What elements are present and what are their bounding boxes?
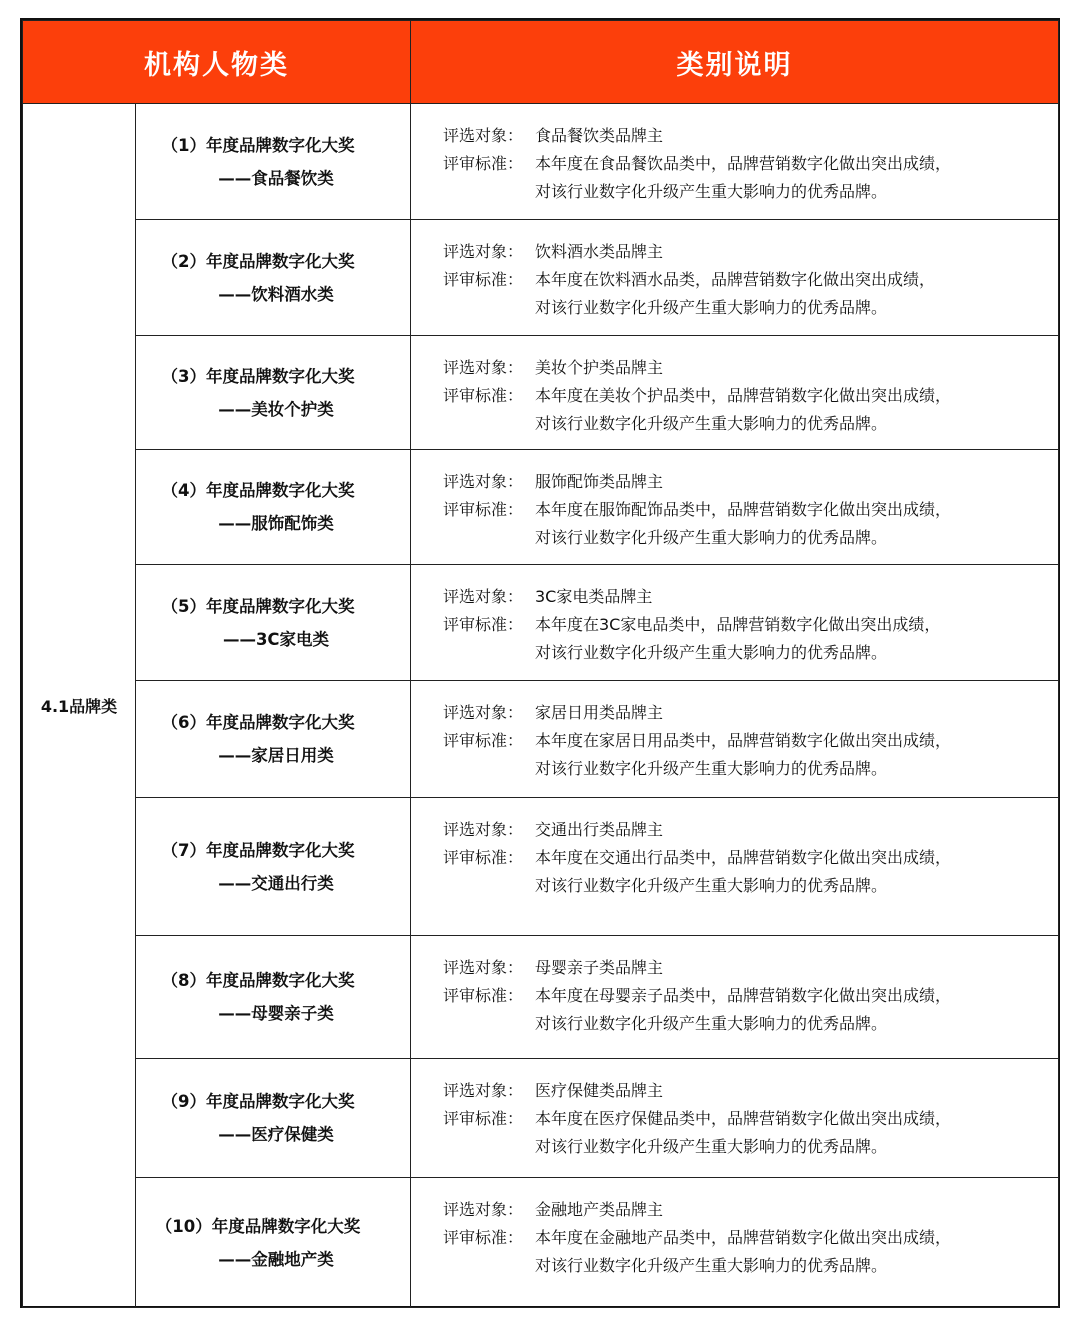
criteria-line xyxy=(411,844,1058,872)
criteria-line xyxy=(411,611,1058,639)
criteria-text: 本年度在金融地产品类中，品牌营销数字化做出突出成绩， xyxy=(535,1228,952,1247)
header-category: 机构人物类 xyxy=(23,21,411,104)
award-title: （2）年度品牌数字化大奖 xyxy=(161,251,355,271)
criteria-text-cont: 对该行业数字化升级产生重大影响力的优秀品牌。 xyxy=(535,643,888,662)
criteria-text-cont: 对该行业数字化升级产生重大影响力的优秀品牌。 xyxy=(535,1137,888,1156)
criteria-line xyxy=(411,150,1058,178)
award-subcategory: ——母婴亲子类 xyxy=(218,1004,334,1023)
awards-table-frame xyxy=(20,18,1060,1308)
criteria-text: 本年度在家居日用品类中，品牌营销数字化做出突出成绩， xyxy=(535,731,952,750)
award-title: （6）年度品牌数字化大奖 xyxy=(161,713,355,732)
table-row xyxy=(23,798,1059,936)
criteria-continuation xyxy=(411,639,1058,667)
criteria-continuation xyxy=(411,1010,1058,1038)
table-body xyxy=(23,104,1059,1308)
criteria-line xyxy=(411,496,1058,524)
target-label: 评选对象： xyxy=(443,703,524,722)
award-subcategory: ——美妆个护类 xyxy=(218,399,334,419)
criteria-label: 评审标准： xyxy=(443,270,524,289)
criteria-text: 本年度在美妆个护品类中，品牌营销数字化做出突出成绩， xyxy=(535,386,952,405)
criteria-text-cont: 对该行业数字化升级产生重大影响力的优秀品牌。 xyxy=(535,876,888,895)
award-description-cell xyxy=(411,1178,1059,1308)
award-title: （1）年度品牌数字化大奖 xyxy=(161,135,355,155)
award-description-cell xyxy=(411,565,1059,681)
criteria-label: 评审标准： xyxy=(443,154,524,173)
award-subcategory: ——金融地产类 xyxy=(218,1249,334,1269)
table-header-row xyxy=(23,21,1059,104)
award-description-cell xyxy=(411,336,1059,450)
criteria-text: 本年度在母婴亲子品类中，品牌营销数字化做出突出成绩， xyxy=(535,986,952,1005)
target-label: 评选对象： xyxy=(443,472,524,491)
award-description-cell xyxy=(411,104,1059,220)
award-subcategory: ——3C家电类 xyxy=(222,629,330,649)
criteria-continuation xyxy=(411,872,1058,900)
criteria-continuation xyxy=(411,524,1058,552)
award-title: （4）年度品牌数字化大奖 xyxy=(161,481,355,500)
award-name-cell xyxy=(136,104,411,220)
criteria-continuation xyxy=(411,178,1058,206)
criteria-text-cont: 对该行业数字化升级产生重大影响力的优秀品牌。 xyxy=(535,528,888,547)
criteria-line xyxy=(411,382,1058,410)
target-value: 交通出行类品牌主 xyxy=(535,820,664,839)
criteria-line xyxy=(411,982,1058,1010)
award-name-cell xyxy=(136,936,411,1059)
awards-table xyxy=(22,20,1059,1308)
criteria-text: 本年度在交通出行品类中，品牌营销数字化做出突出成绩， xyxy=(535,848,952,867)
criteria-label: 评审标准： xyxy=(443,386,524,405)
criteria-text-cont: 对该行业数字化升级产生重大影响力的优秀品牌。 xyxy=(535,1256,888,1275)
criteria-continuation xyxy=(411,410,1058,438)
target-label: 评选对象： xyxy=(443,958,524,977)
award-title: （9）年度品牌数字化大奖 xyxy=(161,1092,355,1111)
target-line xyxy=(411,699,1058,727)
criteria-text-cont: 对该行业数字化升级产生重大影响力的优秀品牌。 xyxy=(535,182,888,201)
criteria-line xyxy=(411,266,1058,294)
table-row xyxy=(23,104,1059,220)
award-title: （5）年度品牌数字化大奖 xyxy=(161,596,355,616)
criteria-text: 本年度在医疗保健品类中，品牌营销数字化做出突出成绩， xyxy=(535,1109,952,1128)
criteria-label: 评审标准： xyxy=(443,848,524,867)
target-line xyxy=(411,1077,1058,1105)
award-description-cell xyxy=(411,936,1059,1059)
target-label: 评选对象： xyxy=(443,820,524,839)
target-line xyxy=(411,583,1058,611)
award-subcategory: ——服饰配饰类 xyxy=(218,514,334,533)
criteria-text: 本年度在3C家电品类中，品牌营销数字化做出突出成绩， xyxy=(535,615,941,634)
criteria-text-cont: 对该行业数字化升级产生重大影响力的优秀品牌。 xyxy=(535,414,888,433)
target-label: 评选对象： xyxy=(443,126,524,145)
award-name-cell xyxy=(136,798,411,936)
table-row xyxy=(23,1178,1059,1308)
criteria-label: 评审标准： xyxy=(443,1109,524,1128)
table-row xyxy=(23,936,1059,1059)
table-row xyxy=(23,1059,1059,1178)
award-subcategory: ——医疗保健类 xyxy=(218,1125,334,1144)
target-value: 食品餐饮类品牌主 xyxy=(535,126,664,145)
table-row xyxy=(23,565,1059,681)
target-value: 美妆个护类品牌主 xyxy=(535,358,664,377)
award-title: （10）年度品牌数字化大奖 xyxy=(155,1216,361,1236)
target-label: 评选对象： xyxy=(443,358,524,377)
target-line xyxy=(411,468,1058,496)
target-line xyxy=(411,122,1058,150)
target-value: 医疗保健类品牌主 xyxy=(535,1081,664,1100)
award-subcategory: ——饮料酒水类 xyxy=(218,284,334,304)
table-row xyxy=(23,220,1059,336)
award-description-cell xyxy=(411,681,1059,798)
target-value: 母婴亲子类品牌主 xyxy=(535,958,664,977)
table-row xyxy=(23,681,1059,798)
target-line xyxy=(411,954,1058,982)
award-subcategory: ——食品餐饮类 xyxy=(218,168,334,188)
target-line xyxy=(411,238,1058,266)
award-description-cell xyxy=(411,798,1059,936)
criteria-continuation xyxy=(411,1133,1058,1161)
award-name-cell xyxy=(136,1178,411,1308)
award-name-cell xyxy=(136,336,411,450)
criteria-label: 评审标准： xyxy=(443,731,524,750)
criteria-label: 评审标准： xyxy=(443,615,524,634)
award-name-cell xyxy=(136,450,411,565)
award-description-cell xyxy=(411,220,1059,336)
target-value: 饮料酒水类品牌主 xyxy=(535,242,664,261)
criteria-line xyxy=(411,727,1058,755)
target-value: 服饰配饰类品牌主 xyxy=(535,472,664,491)
group-label-cell: 4.1品牌类 xyxy=(23,104,136,1308)
criteria-line xyxy=(411,1224,1058,1252)
header-description: 类别说明 xyxy=(411,21,1059,104)
target-label: 评选对象： xyxy=(443,1200,524,1219)
target-value: 金融地产类品牌主 xyxy=(535,1200,664,1219)
award-title: （3）年度品牌数字化大奖 xyxy=(161,366,355,386)
criteria-continuation xyxy=(411,1252,1058,1280)
criteria-text-cont: 对该行业数字化升级产生重大影响力的优秀品牌。 xyxy=(535,298,888,317)
target-label: 评选对象： xyxy=(443,1081,524,1100)
target-line xyxy=(411,1196,1058,1224)
target-value: 3C家电类品牌主 xyxy=(535,587,653,606)
award-subcategory: ——家居日用类 xyxy=(218,746,334,765)
award-description-cell xyxy=(411,450,1059,565)
award-name-cell xyxy=(136,220,411,336)
target-value: 家居日用类品牌主 xyxy=(535,703,664,722)
criteria-text-cont: 对该行业数字化升级产生重大影响力的优秀品牌。 xyxy=(535,759,888,778)
criteria-continuation xyxy=(411,294,1058,322)
criteria-continuation xyxy=(411,755,1058,783)
criteria-text: 本年度在食品餐饮品类中，品牌营销数字化做出突出成绩， xyxy=(535,154,952,173)
criteria-label: 评审标准： xyxy=(443,1228,524,1247)
criteria-text: 本年度在服饰配饰品类中，品牌营销数字化做出突出成绩， xyxy=(535,500,952,519)
award-title: （8）年度品牌数字化大奖 xyxy=(161,971,355,990)
target-label: 评选对象： xyxy=(443,587,524,606)
award-title: （7）年度品牌数字化大奖 xyxy=(161,840,355,860)
award-description-cell xyxy=(411,1059,1059,1178)
table-row xyxy=(23,336,1059,450)
criteria-text-cont: 对该行业数字化升级产生重大影响力的优秀品牌。 xyxy=(535,1014,888,1033)
criteria-label: 评审标准： xyxy=(443,500,524,519)
target-line xyxy=(411,816,1058,844)
target-line xyxy=(411,354,1058,382)
award-name-cell xyxy=(136,681,411,798)
award-name-cell xyxy=(136,1059,411,1178)
criteria-line xyxy=(411,1105,1058,1133)
award-name-cell xyxy=(136,565,411,681)
award-subcategory: ——交通出行类 xyxy=(218,873,334,893)
target-label: 评选对象： xyxy=(443,242,524,261)
criteria-text: 本年度在饮料酒水品类，品牌营销数字化做出突出成绩， xyxy=(535,270,936,289)
table-row xyxy=(23,450,1059,565)
criteria-label: 评审标准： xyxy=(443,986,524,1005)
